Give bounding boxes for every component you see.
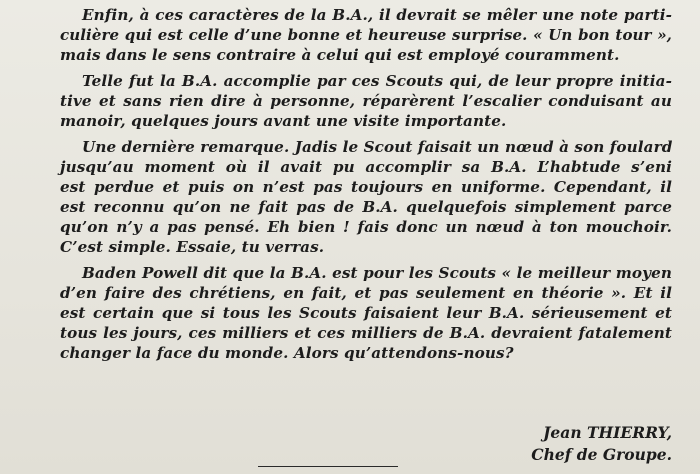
- text-line: Une dernière remarque. Jadis le Scout faisait un nœud à son foulard: [82, 138, 673, 156]
- text-line: tous les jours, ces milliers et ces milliers de B.A. devraient fatalement: [60, 324, 672, 342]
- article-text: [60, 5, 672, 369]
- signature-name: Jean THIERRY,: [543, 423, 672, 442]
- paragraph-4: [60, 263, 672, 363]
- text-line: culière qui est celle d’une bonne et heureuse surprise. « Un bon tour »,: [60, 26, 672, 44]
- text-line: Enfin, à ces caractères de la B.A., il devrait se mêler une note parti-: [82, 6, 672, 24]
- text-line: Telle fut la B.A. accomplie par ces Scouts qui, de leur propre initia-: [82, 72, 672, 90]
- text-line: est reconnu qu’on ne fait pas de B.A. quelquefois simplement parce: [60, 198, 672, 216]
- text-line: est perdue et puis on n’est pas toujours en uniforme. Cependant, il: [60, 178, 672, 196]
- section-divider: [258, 466, 398, 467]
- text-line: est certain que si tous les Scouts faisaient leur B.A. sérieusement et: [60, 304, 672, 322]
- text-line: d’en faire des chrétiens, en fait, et pas seulement en théorie ». Et il: [60, 284, 672, 302]
- text-line: manoir, quelques jours avant une visite importante.: [60, 112, 507, 130]
- text-line: changer la face du monde. Alors qu’attendons-nous?: [60, 344, 514, 362]
- text-line: qu’on n’y a pas pensé. Eh bien ! fais donc un nœud à ton mouchoir.: [60, 218, 672, 236]
- text-line: mais dans le sens contraire à celui qui est employé couramment.: [60, 46, 620, 64]
- signature-title: Chef de Groupe.: [531, 445, 672, 464]
- text-line: jusqu’au moment où il avait pu accomplir sa B.A. L’habtude s’eni: [60, 158, 672, 176]
- paragraph-2: [60, 71, 672, 131]
- text-line: tive et sans rien dire à personne, réparèrent l’escalier conduisant au: [60, 92, 672, 110]
- paragraph-1: [60, 5, 672, 65]
- text-line: Baden Powell dit que la B.A. est pour les Scouts « le meilleur moyen: [82, 264, 672, 282]
- text-line: C’est simple. Essaie, tu verras.: [60, 238, 325, 256]
- paragraph-3: [60, 137, 672, 257]
